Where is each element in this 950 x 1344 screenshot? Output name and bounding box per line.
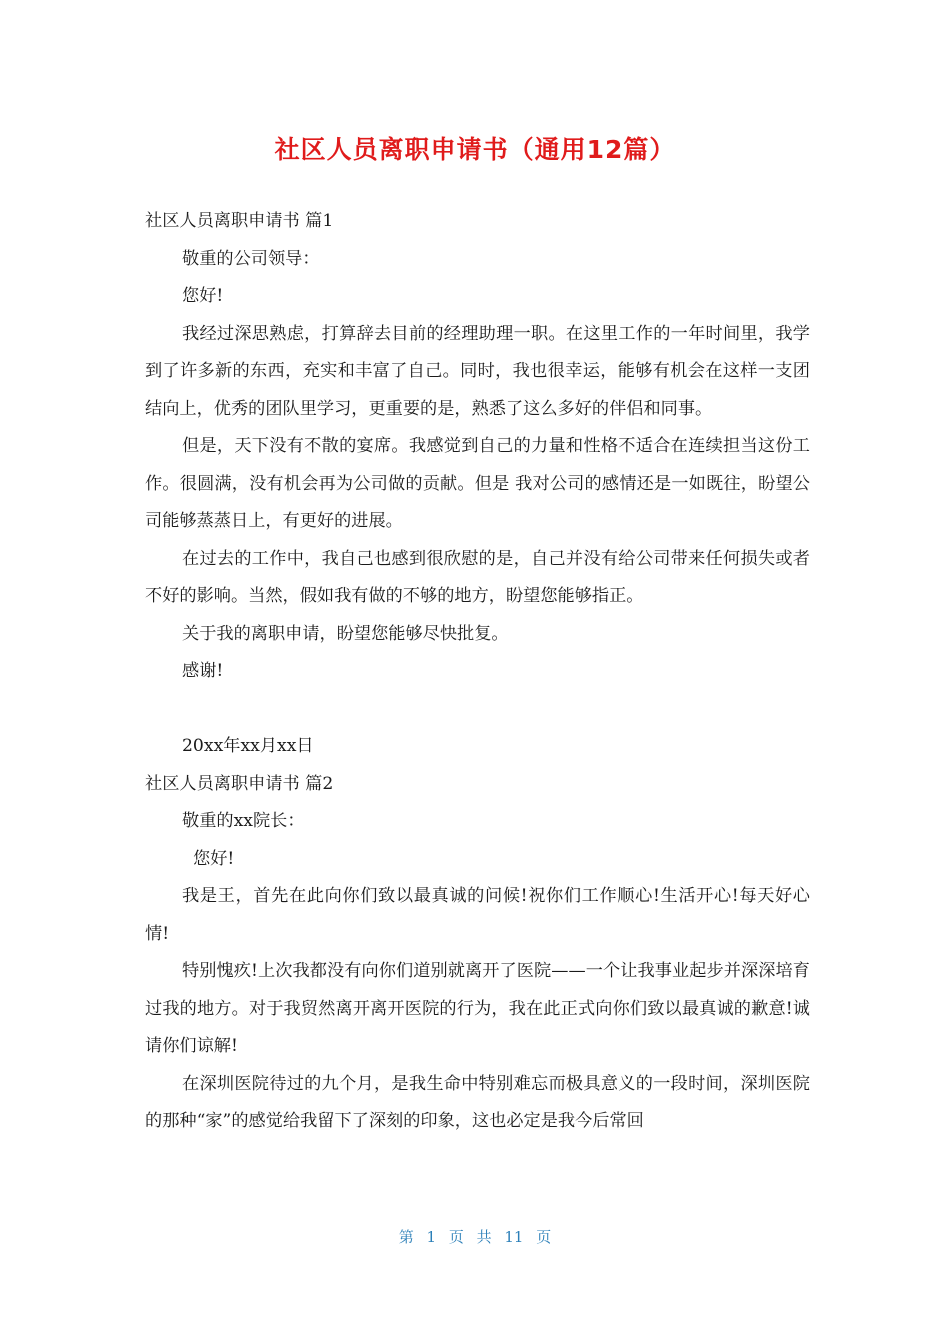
paragraph-2-3: 在深圳医院待过的九个月，是我生命中特别难忘而极具意义的一段时间，深圳医院的那种“家”的感觉给我留下了深刻的印象，这也必定是我今后常回 bbox=[145, 1073, 810, 1131]
paragraph-1-1: 我经过深思熟虑，打算辞去目前的经理助理一职。在这里工作的一年时间里，我学到了许多新的东西，充实和丰富了自己。同时，我也很幸运，能够有机会在这样一支团结向上，优秀的团队里学习，更重要的是，熟悉了这么多好的伴侣和同事。 bbox=[145, 323, 810, 419]
salutation-1: 敬重的公司领导： bbox=[182, 248, 320, 269]
greeting-2: 您好! bbox=[193, 848, 235, 869]
greeting-1: 您好! bbox=[182, 286, 224, 306]
page-footer: 第 1 页 共 11 页 bbox=[398, 1228, 552, 1246]
paragraph-1-2: 但是，天下没有不散的宴席。我感觉到自己的力量和性格不适合在连续担当这份工作。很圆满，没有机会再为公司做的贡献。但是 我对公司的感情还是一如既往，盼望公司能够蒸蒸日上，有更好的进展。 bbox=[145, 436, 810, 531]
blank-line bbox=[145, 691, 810, 729]
document-title: 社区人员离职申请书（通用12篇） bbox=[274, 135, 676, 164]
paragraph-1-3: 在过去的工作中，我自己也感到很欣慰的是，自己并没有给公司带来任何损失或者不好的影响。当然，假如我有做的不够的地方，盼望您能够指正。 bbox=[145, 548, 810, 606]
paragraph-1-4: 关于我的离职申请，盼望您能够尽快批复。 bbox=[182, 623, 509, 644]
section-heading-1: 社区人员离职申请书 篇1 bbox=[145, 211, 334, 231]
date-1: 20xx年xx月xx日 bbox=[182, 736, 314, 756]
salutation-2: 敬重的xx院长： bbox=[182, 811, 305, 831]
thanks-1: 感谢! bbox=[182, 661, 224, 681]
document-body bbox=[145, 203, 810, 1141]
paragraph-2-1: 我是王，首先在此向你们致以最真诚的问候!祝你们工作顺心!生活开心!每天好心情! bbox=[145, 886, 810, 944]
paragraph-2-2: 特别愧疚!上次我都没有向你们道别就离开了医院——一个让我事业起步并深深培育过我的地方。对于我贸然离开离开医院的行为，我在此正式向你们致以最真诚的歉意!诚请你们谅解! bbox=[145, 961, 810, 1056]
section-heading-2: 社区人员离职申请书 篇2 bbox=[145, 773, 334, 794]
